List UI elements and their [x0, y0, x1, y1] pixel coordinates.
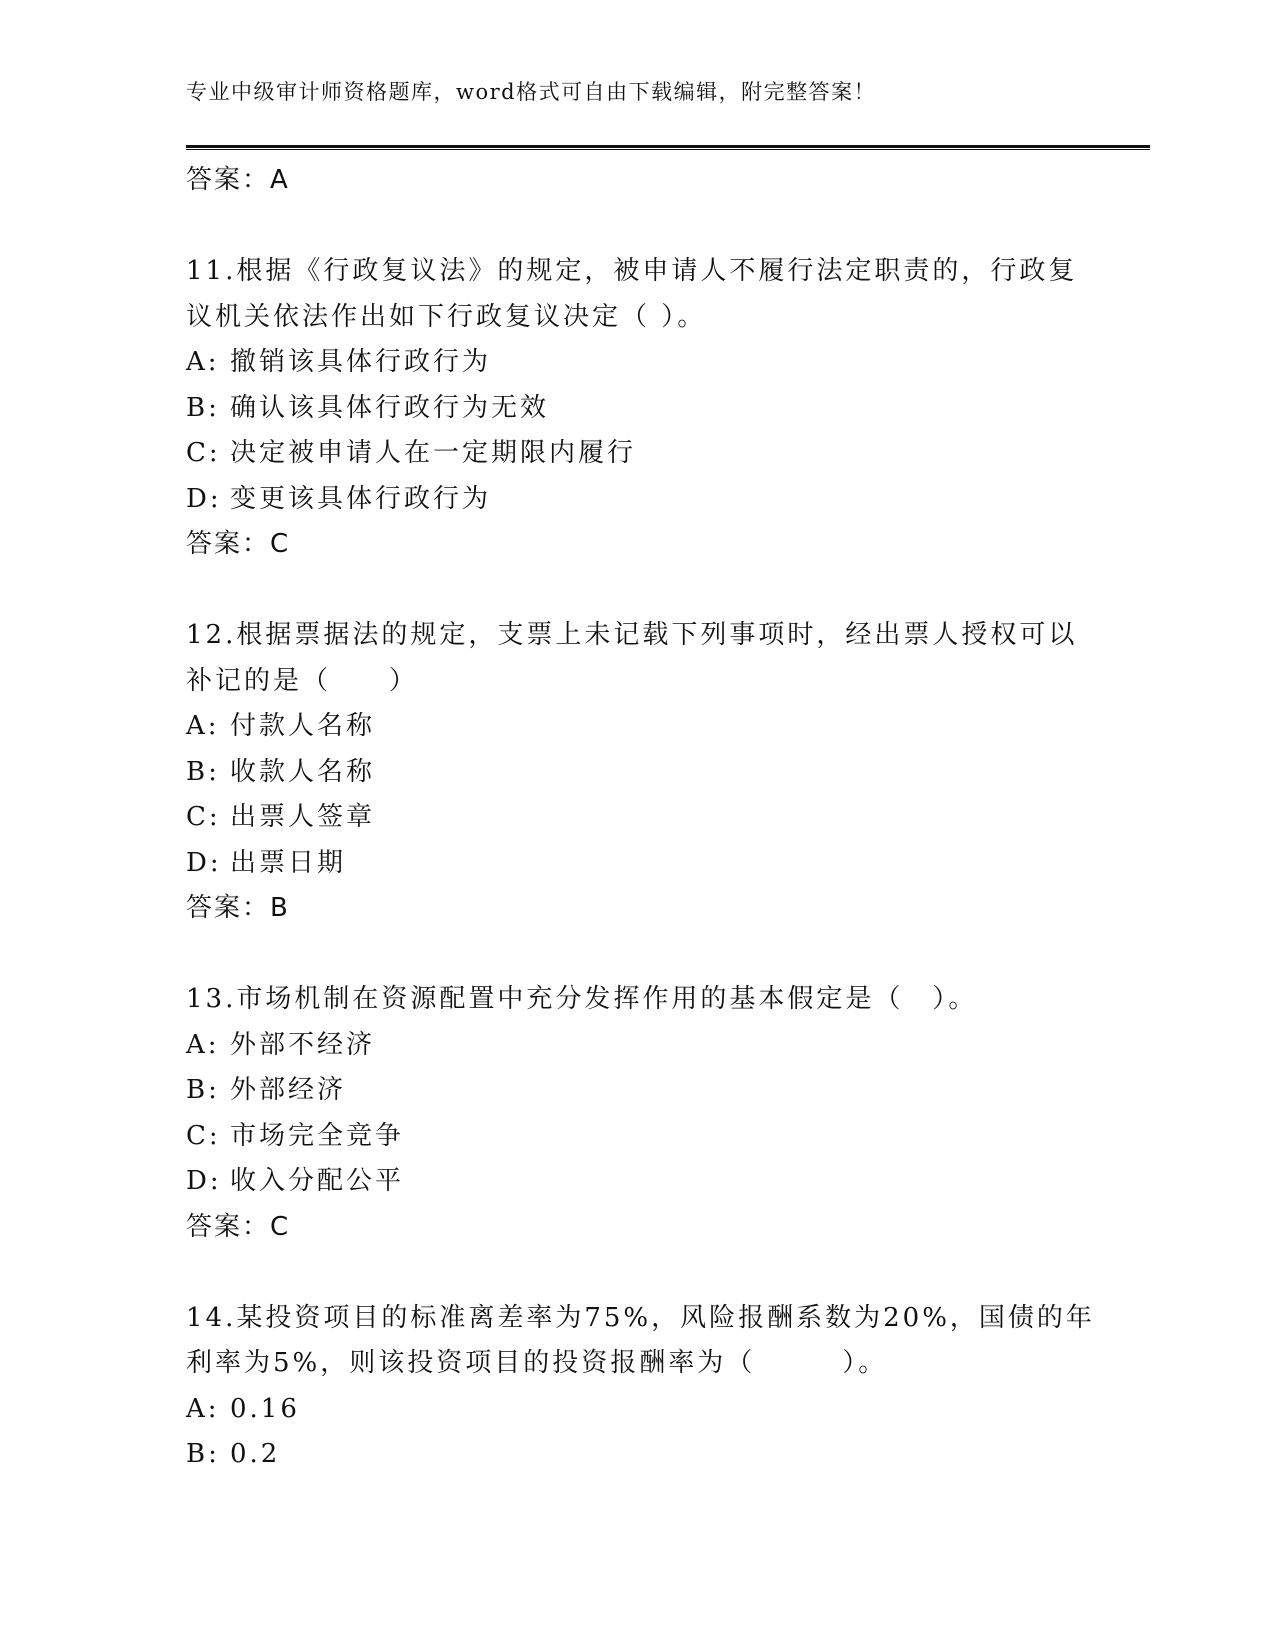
option-text: 变更该具体行政行为 — [230, 483, 492, 514]
option-a — [186, 1387, 1066, 1433]
option-letter: D: — [186, 483, 222, 514]
header-divider — [186, 145, 1150, 150]
option-text: 决定被申请人在一定期限内履行 — [230, 438, 637, 468]
option-a — [186, 1023, 1066, 1069]
option-letter: B: — [186, 392, 220, 423]
option-letter: D: — [186, 1166, 222, 1196]
answer-line: 答案：B — [186, 893, 290, 923]
spacer — [186, 1250, 1066, 1296]
option-letter: B: — [186, 1075, 220, 1105]
option-text: 付款人名称 — [230, 711, 376, 741]
option-b — [186, 1432, 1066, 1478]
option-letter: A: — [186, 711, 220, 741]
question-text-line: 12.根据票据法的规定，支票上未记载下列事项时，经出票人授权可以 — [186, 620, 1078, 650]
question-block — [186, 249, 1078, 568]
option-c — [186, 431, 1066, 477]
option-b — [186, 1068, 1066, 1114]
document-header: 专业中级审计师资格题库，word格式可自由下载编辑，附完整答案！ — [186, 80, 877, 104]
option-text: 市场完全竞争 — [230, 1120, 405, 1151]
option-text: 0.16 — [230, 1393, 300, 1424]
question-text-line: 补记的是（ ） — [186, 665, 419, 696]
answer-line: 答案：C — [186, 529, 291, 559]
option-d — [186, 477, 1066, 523]
spacer — [186, 204, 1066, 250]
option-text: 0.2 — [230, 1439, 281, 1469]
option-letter: C: — [186, 802, 221, 832]
question-block — [186, 977, 1066, 1250]
option-b — [186, 750, 1066, 796]
option-letter: A: — [186, 1029, 220, 1060]
option-text: 收入分配公平 — [230, 1166, 405, 1196]
question-block — [186, 613, 1078, 932]
option-text: 确认该具体行政行为无效 — [230, 392, 550, 423]
question-text-line: 13.市场机制在资源配置中充分发挥作用的基本假定是（ ）。 — [186, 984, 978, 1014]
option-d — [186, 1159, 1066, 1205]
spacer — [186, 568, 1066, 614]
option-text: 出票人签章 — [230, 802, 376, 832]
option-letter: D: — [186, 847, 222, 878]
option-letter: A: — [186, 1393, 220, 1424]
question-text-line: 利率为5%，则该投资项目的投资报酬率为（ ）。 — [186, 1348, 888, 1378]
question-block — [186, 1296, 1095, 1478]
option-a — [186, 340, 1066, 386]
option-d — [186, 841, 1066, 887]
option-letter: B: — [186, 756, 220, 787]
spacer — [186, 932, 1066, 978]
option-text: 撤销该具体行政行为 — [230, 347, 492, 377]
option-letter: A: — [186, 347, 220, 377]
question-text-line: 11.根据《行政复议法》的规定，被申请人不履行法定职责的，行政复 — [186, 256, 1078, 286]
previous-answer: 答案：A — [186, 165, 290, 195]
question-text-line: 议机关依法作出如下行政复议决定（ ）。 — [186, 301, 707, 332]
option-text: 外部不经济 — [230, 1029, 376, 1060]
option-a — [186, 704, 1066, 750]
option-c — [186, 795, 1066, 841]
option-c — [186, 1114, 1066, 1160]
option-b — [186, 386, 1066, 432]
option-text: 收款人名称 — [230, 756, 376, 787]
question-text-line: 14.某投资项目的标准离差率为75%，风险报酬系数为20%，国债的年 — [186, 1302, 1095, 1333]
option-letter: B: — [186, 1439, 220, 1469]
document-body — [186, 158, 1095, 1478]
option-text: 外部经济 — [230, 1075, 347, 1105]
option-text: 出票日期 — [230, 847, 347, 878]
option-letter: C: — [186, 438, 221, 468]
option-letter: C: — [186, 1120, 221, 1151]
answer-line: 答案：C — [186, 1211, 291, 1242]
